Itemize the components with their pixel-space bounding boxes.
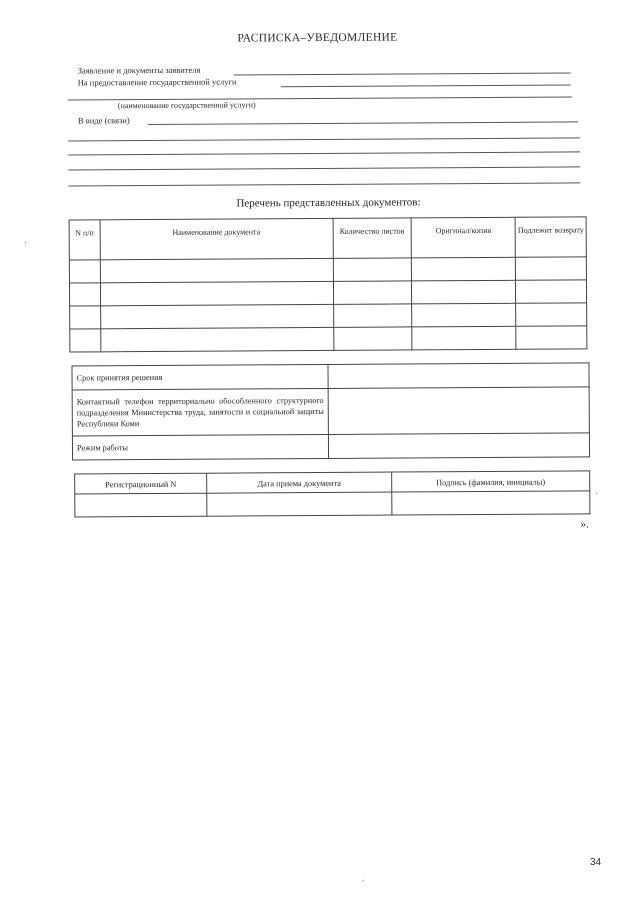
receipt-date-cell[interactable] (207, 492, 392, 516)
applicant-field-line[interactable] (234, 72, 571, 75)
table-cell[interactable] (412, 303, 516, 327)
table-row (72, 363, 589, 390)
table-cell[interactable] (411, 257, 515, 281)
table-cell[interactable] (516, 303, 587, 326)
table-cell[interactable] (333, 258, 412, 281)
blank-line-2[interactable] (68, 151, 580, 155)
table-row (72, 433, 589, 460)
blank-line-4[interactable] (68, 182, 580, 186)
applicant-label: Заявление и документы заявителя (77, 64, 201, 76)
service-caption: (наименование государственной услуги) (117, 100, 256, 111)
table-row (72, 387, 589, 436)
form-label: В виде (связи) (77, 115, 130, 126)
documents-list-title: Перечень представленных документов: (236, 196, 421, 210)
service-field-line[interactable] (281, 84, 571, 87)
blank-line-3[interactable] (68, 166, 580, 170)
blank-line-1[interactable] (68, 137, 580, 141)
contact-phone-value[interactable] (328, 387, 589, 435)
table-cell[interactable] (70, 306, 101, 329)
table-cell[interactable] (412, 326, 516, 350)
form-field-line[interactable] (148, 121, 578, 125)
table-cell[interactable] (516, 257, 587, 280)
page-number: 34 (590, 857, 602, 868)
table-cell[interactable] (412, 280, 516, 304)
info-table (71, 362, 590, 460)
table-cell[interactable] (516, 326, 587, 349)
table-cell[interactable] (333, 327, 412, 350)
contact-phone-label: Контактный телефон территориально обособленного структурного подразделения Министерства труда, занятости и социальной защиты Республики Коми (72, 388, 328, 436)
col-sheet-count: Количество листов (333, 218, 412, 258)
col-signature: Подпись (фамилия, инициалы) (391, 471, 589, 492)
table-cell[interactable] (70, 329, 101, 352)
col-document-name: Наименование документа (100, 218, 333, 259)
working-hours-value[interactable] (328, 433, 589, 459)
documents-table (69, 216, 588, 352)
decision-term-value[interactable] (328, 363, 589, 389)
table-row (70, 303, 587, 329)
table-row (69, 257, 586, 283)
scan-speck (363, 880, 364, 882)
closing-quote-mark: ». (580, 518, 589, 531)
scan-speck (596, 492, 597, 494)
working-hours-label: Режим работы (72, 434, 328, 460)
registration-table (74, 470, 590, 517)
table-row (70, 326, 587, 352)
col-number: N п/п (69, 220, 100, 260)
scan-speck (25, 242, 26, 244)
document-title: РАСПИСКА–УВЕДОМЛЕНИЕ (237, 31, 398, 45)
col-registration-number: Регистрационный N (75, 473, 207, 494)
service-label: На предоставление государственной услуги (77, 76, 237, 88)
documents-table-header (69, 217, 586, 260)
table-cell[interactable] (333, 304, 412, 327)
table-cell[interactable] (333, 281, 412, 304)
col-original-copy: Оригинал/копия (411, 217, 515, 258)
table-cell[interactable] (69, 260, 100, 283)
service-name-line[interactable] (68, 96, 572, 100)
table-cell[interactable] (100, 258, 333, 282)
table-cell[interactable] (100, 281, 333, 305)
table-cell[interactable] (69, 283, 100, 306)
col-receipt-date: Дата приема документа (207, 472, 392, 493)
table-row (69, 280, 586, 306)
registration-number-cell[interactable] (75, 493, 207, 517)
table-row (75, 491, 590, 517)
decision-term-label: Срок принятия решения (72, 364, 328, 390)
signature-cell[interactable] (392, 491, 590, 515)
table-cell[interactable] (100, 304, 333, 328)
table-cell[interactable] (516, 280, 587, 303)
col-returnable: Подлежит возврату (515, 217, 586, 257)
table-cell[interactable] (100, 327, 333, 351)
